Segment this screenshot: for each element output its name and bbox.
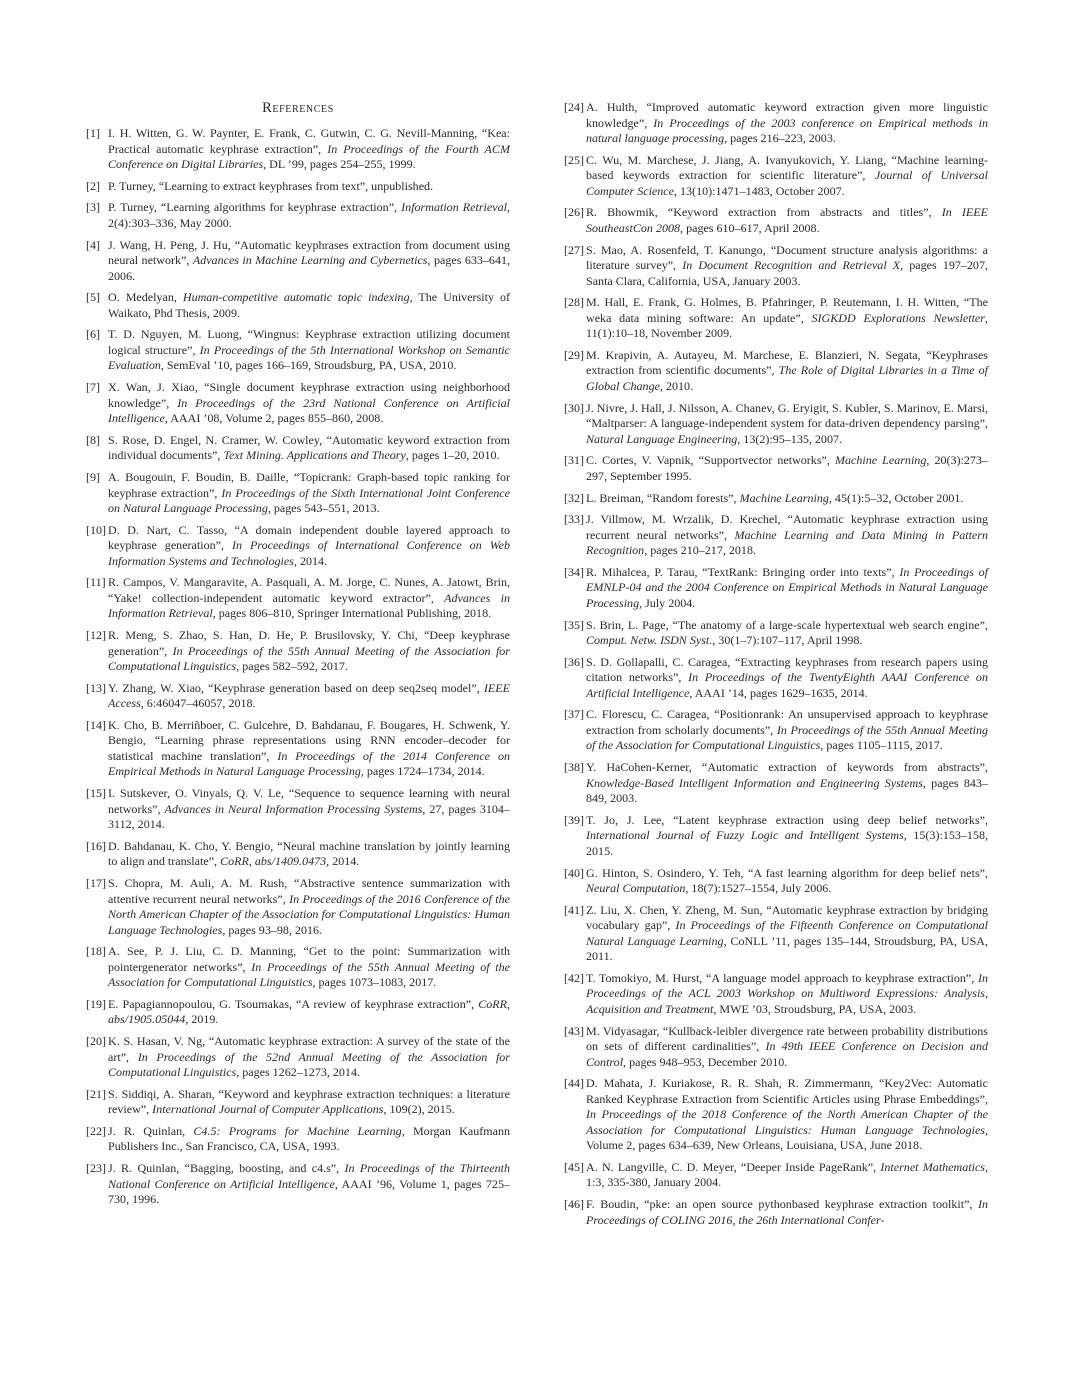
reference-item [86, 628, 510, 675]
reference-details: , pages 582–592, 2017. [236, 659, 348, 674]
reference-number: [39] [564, 812, 585, 827]
reference-item [86, 1087, 510, 1118]
reference-authors-title: C. Cortes, V. Vapnik, “Supportvector networks”, [586, 453, 835, 468]
reference-number: [29] [564, 347, 585, 362]
reference-venue: Journal of Universal Computer Science [586, 168, 988, 198]
reference-details: , AAAI ’14, pages 1629–1635, 2014. [689, 685, 868, 700]
reference-details: , DL ’99, pages 254–255, 1999. [263, 157, 416, 171]
reference-item [564, 1160, 988, 1191]
reference-item [564, 707, 988, 754]
reference-details: , pages 1105–1115, 2017. [820, 738, 943, 753]
reference-authors-title: M. Krapivin, A. Autayeu, M. Marchese, E. Blanzieri, N. Segata, “Keyphrases extraction from scientific documents”, [586, 347, 988, 378]
reference-number: [26] [564, 205, 585, 220]
reference-item [86, 1161, 510, 1208]
reference-venue: In Proceedings of the Fifteenth Conference on Computational Natural Language Learning [586, 918, 988, 948]
reference-venue: Advances in Neural Information Processing Systems [164, 801, 423, 816]
reference-number: [46] [564, 1197, 585, 1212]
reference-number: [7] [86, 380, 101, 395]
reference-item [86, 786, 510, 833]
reference-number: [5] [86, 290, 101, 305]
reference-item [564, 512, 988, 559]
reference-number: [44] [564, 1076, 585, 1091]
reference-number: [17] [86, 876, 107, 890]
reference-details: , AAAI ’08, Volume 2, pages 855–860, 2008. [164, 411, 384, 426]
reference-authors-title: M. Vidyasagar, “Kullback-leibler divergence rate between probability distributions on sets of different cardinalities”, [586, 1023, 988, 1054]
reference-authors-title: P. Turney, “Learning to extract keyphrases from text”, unpublished. [108, 178, 434, 193]
reference-authors-title: L. Breiman, “Random forests”, [586, 490, 740, 505]
reference-venue: Natural Language Engineering [586, 431, 738, 446]
reference-authors-title: D. D. Nart, C. Tasso, “A domain independent double layered approach to keyphrase generation”, [108, 522, 510, 553]
reference-authors-title: I. Sutskever, O. Vinyals, Q. V. Le, “Sequence to sequence learning with neural networks”, [108, 786, 510, 816]
reference-details: , pages 610–617, April 2008. [680, 220, 820, 235]
reference-item [86, 238, 510, 285]
reference-authors-title: E. Papagiannopoulou, G. Tsoumakas, “A review of keyphrase extraction”, [108, 996, 479, 1011]
reference-authors-title: J. R. Quinlan, [108, 1123, 194, 1138]
reference-authors-title: J. R. Quinlan, “Bagging, boosting, and c4.s”, [108, 1161, 345, 1176]
reference-authors-title: C. Florescu, C. Caragea, “Positionrank: An unsupervised approach to keyphrase extraction from scholarly documents”, [586, 707, 988, 737]
reference-number: [37] [564, 707, 585, 722]
reference-details: , 15(3):153–158, 2015. [586, 828, 988, 858]
reference-venue: International Journal of Computer Applications [152, 1102, 384, 1117]
reference-authors-title: T. Jo, J. Lee, “Latent keyphrase extraction using deep belief networks”, [586, 812, 988, 827]
reference-item [564, 1076, 988, 1154]
reference-venue: The Role of Digital Libraries in a Time of Global Change [586, 363, 988, 393]
reference-authors-title: A. Hulth, “Improved automatic keyword extraction given more linguistic knowledge”, [586, 100, 988, 130]
references-right-column [564, 100, 988, 1234]
reference-number: [38] [564, 760, 585, 775]
reference-item [564, 655, 988, 702]
reference-venue: In Proceedings of the 55th Annual Meeting of the Association for Computational Linguistics [108, 643, 510, 674]
reference-item [564, 401, 988, 448]
reference-venue: In IEEE SoutheastCon 2008 [586, 205, 988, 235]
reference-item [86, 876, 510, 938]
reference-authors-title: S. Mao, A. Rosenfeld, T. Kanungo, “Document structure analysis algorithms: a literature survey”, [586, 242, 988, 273]
reference-venue: In Proceedings of the 52nd Annual Meeting of the Association for Computational Linguistics [108, 1049, 510, 1080]
reference-venue: In Proceedings of the Thirteenth National Conference on Artificial Intelligence [108, 1161, 510, 1191]
reference-number: [12] [86, 628, 107, 643]
reference-authors-title: G. Hinton, S. Osindero, Y. Teh, “A fast learning algorithm for deep belief nets”, [586, 865, 988, 880]
reference-details: , MWE ’03, Stroudsburg, PA, USA, 2003. [713, 1001, 917, 1016]
reference-number: [23] [86, 1161, 107, 1176]
reference-venue: In Proceedings of the 5th International Workshop on Semantic Evaluation [108, 342, 510, 373]
reference-authors-title: K. Cho, B. Merriñboer, C. Gulcehre, D. Bahdanau, F. Bougares, H. Schwenk, Y. Bengio, “Learning phrase representations using RNN encoder–decoder for statistical machine translation”, [108, 717, 510, 763]
reference-number: [31] [564, 453, 585, 468]
reference-number: [33] [564, 512, 585, 527]
reference-details: , pages 1–20, 2010. [405, 448, 500, 463]
reference-number: [10] [86, 522, 107, 537]
reference-number: [20] [86, 1034, 107, 1049]
reference-item [86, 839, 510, 870]
reference-number: [11] [86, 575, 106, 590]
reference-authors-title: M. Hall, E. Frank, G. Holmes, B. Pfahringer, P. Reutemann, I. H. Witten, “The weka data mining software: An update”, [586, 295, 988, 325]
reference-item [564, 1197, 988, 1228]
reference-number: [40] [564, 865, 585, 880]
reference-details: , 11(1):10–18, November 2009. [586, 310, 988, 341]
reference-details: , 1:3, 335-380, January 2004. [586, 1159, 989, 1190]
reference-authors-title: S. D. Gollapalli, C. Caragea, “Extracting keyphrases from research papers using citation networks”, [586, 654, 988, 685]
reference-item [564, 491, 988, 507]
reference-details: , The University of Waikato, Phd Thesis, 2009. [108, 290, 510, 320]
reference-number: [8] [86, 432, 101, 447]
reference-item [86, 126, 510, 173]
reference-details: , pages 948–953, December 2010. [623, 1054, 788, 1069]
reference-authors-title: P. Turney, “Learning algorithms for keyphrase extraction”, [108, 200, 402, 215]
reference-item [564, 565, 988, 612]
reference-venue: CoRR, abs/1409.0473 [220, 854, 327, 869]
reference-details: , Morgan Kaufmann Publishers Inc., San Francisco, CA, USA, 1993. [108, 1123, 511, 1154]
reference-item [564, 348, 988, 395]
reference-details: , pages 93–98, 2016. [222, 922, 323, 937]
reference-number: [34] [564, 564, 585, 579]
reference-details: , 13(10):1471–1483, October 2007. [673, 183, 845, 198]
reference-number: [27] [564, 242, 585, 257]
reference-details: , 45(1):5–32, October 2001. [828, 490, 964, 505]
reference-details: , pages 1724–1734, 2014. [360, 764, 485, 779]
reference-item [564, 618, 988, 649]
reference-number: [9] [86, 470, 101, 484]
reference-authors-title: K. S. Hasan, V. Ng, “Automatic keyphrase extraction: A survey of the state of the art”, [108, 1034, 510, 1064]
reference-number: [30] [564, 400, 585, 415]
reference-authors-title: D. Mahata, J. Kuriakose, R. R. Shah, R. Zimmermann, “Key2Vec: Automatic Ranked Keyphrase Extraction from Scientific Articles using Phrase Embeddings”, [586, 1076, 988, 1106]
reference-authors-title: J. Wang, H. Peng, J. Hu, “Automatic keyphrases extraction from document using neural network”, [108, 237, 510, 268]
reference-item [564, 243, 988, 290]
reference-details: , pages 806–810, Springer International Publishing, 2018. [212, 606, 492, 621]
reference-authors-title: T. D. Nguyen, M. Luong, “Wingnus: Keyphrase extraction utilizing document logical structure”, [108, 327, 510, 357]
reference-venue: Comput. Netw. ISDN Syst. [586, 633, 713, 648]
reference-authors-title: J. Nivre, J. Hall, J. Nilsson, A. Chanev, G. Eryigit, S. Kubler, S. Marinov, E. Marsi, “Maltparser: A language-independent system for data-driven dependency parsing”, [586, 400, 988, 431]
reference-venue: Human-competitive automatic topic indexing [182, 290, 410, 305]
reference-number: [1] [86, 126, 101, 140]
reference-venue: Neural Computation [586, 881, 686, 895]
references-heading: References [262, 100, 334, 116]
reference-details: , 20(3):273–297, September 1995. [586, 453, 988, 483]
reference-item [564, 295, 988, 342]
reference-venue: Knowledge-Based Intelligent Information and Engineering Systems [586, 775, 923, 790]
reference-item [86, 179, 510, 195]
reference-venue: Text Mining. Applications and Theory [223, 448, 406, 463]
reference-venue: In Proceedings of the 2016 Conference of the North American Chapter of the Association for Computational Linguistics: Human Language Technologies [108, 891, 510, 937]
reference-item [86, 433, 510, 464]
reference-details: , pages 543–551, 2013. [267, 501, 380, 515]
reference-venue: C4.5: Programs for Machine Learning [193, 1123, 402, 1138]
reference-authors-title: A. See, P. J. Liu, C. D. Manning, “Get to the point: Summarization with pointergenerator networks”, [108, 944, 510, 974]
reference-authors-title: R. Campos, V. Mangaravite, A. Pasquali, A. M. Jorge, C. Nunes, A. Jatowt, Brin, “Yake! collection-independent automatic keyword extractor”, [108, 575, 510, 605]
reference-venue: In Proceedings of the 55th Annual Meeting of the Association for Computational Linguistics [108, 959, 511, 990]
reference-number: [36] [564, 654, 585, 669]
reference-details: , Volume 2, pages 634–639, New Orleans, Louisiana, USA, June 2018. [586, 1122, 988, 1153]
reference-item [86, 523, 510, 570]
reference-number: [13] [86, 680, 107, 695]
reference-details: , 109(2), 2015. [383, 1102, 455, 1117]
reference-number: [25] [564, 152, 585, 167]
reference-authors-title: O. Medelyan, [108, 290, 183, 305]
reference-number: [28] [564, 295, 585, 310]
reference-item [86, 1034, 510, 1081]
reference-details: , pages 216–223, 2003. [724, 131, 836, 145]
reference-details: , pages 210–217, 2018. [644, 543, 756, 558]
reference-authors-title: S. Brin, L. Page, “The anatomy of a large-scale hypertextual web search engine”, [586, 617, 988, 632]
reference-item [564, 760, 988, 807]
reference-details: , 6:46047–46057, 2018. [140, 696, 256, 711]
reference-number: [15] [86, 786, 107, 801]
reference-number: [6] [86, 327, 101, 342]
reference-details: , pages 633–641, 2006. [108, 253, 510, 283]
reference-item [564, 971, 988, 1018]
reference-venue: Advances in Machine Learning and Cybernetics [192, 253, 428, 268]
reference-venue: In Proceedings of EMNLP-04 and the 2004 Conference on Empirical Methods in Natural Language Processing [586, 564, 988, 610]
reference-details: , 27, pages 3104–3112, 2014. [108, 801, 510, 832]
reference-item [564, 153, 988, 200]
reference-venue: In Proceedings of the Fourth ACM Conference on Digital Libraries [108, 141, 510, 171]
reference-item [564, 1024, 988, 1071]
reference-authors-title: Y. Zhang, W. Xiao, “Keyphrase generation based on deep seq2seq model”, [108, 680, 484, 695]
reference-item [86, 290, 510, 321]
reference-number: [19] [86, 996, 107, 1011]
reference-item [86, 997, 510, 1028]
reference-number: [16] [86, 838, 107, 853]
reference-venue: CoRR, abs/1905.05044 [108, 996, 510, 1027]
reference-venue: IEEE Access [108, 680, 510, 711]
reference-details: , 18(7):1527–1554, July 2006. [685, 881, 832, 895]
reference-details: , July 2004. [639, 595, 696, 610]
reference-number: [3] [86, 200, 101, 215]
reference-item [86, 327, 510, 374]
reference-details: , 2014. [293, 553, 328, 568]
reference-authors-title: R. Bhowmik, “Keyword extraction from abstracts and titles”, [586, 205, 942, 220]
reference-venue: In Proceedings of the 23rd National Conference on Artificial Intelligence [108, 395, 510, 426]
reference-details: , pages 843–849, 2003. [586, 775, 988, 806]
reference-authors-title: R. Mihalcea, P. Tarau, “TextRank: Bringing order into texts”, [586, 564, 900, 579]
reference-venue: In Proceedings of International Conference on Web Information Systems and Technologies [108, 538, 510, 568]
reference-details: , CoNLL ’11, pages 135–144, Stroudsburg, PA, USA, 2011. [586, 933, 988, 964]
reference-number: [24] [564, 100, 585, 114]
reference-item [86, 470, 510, 517]
reference-details: , SemEval ’10, pages 166–169, Stroudsburg, PA, USA, 2010. [160, 358, 457, 373]
reference-number: [18] [86, 944, 107, 959]
reference-venue: Advances in Information Retrieval [108, 590, 510, 621]
reference-authors-title: A. N. Langville, C. D. Meyer, “Deeper Inside PageRank”, [586, 1159, 881, 1174]
reference-authors-title: C. Wu, M. Marchese, J. Jiang, A. Ivanyukovich, Y. Liang, “Machine learning-based keywords extraction for scientific literature”, [586, 152, 988, 183]
reference-number: [43] [564, 1023, 585, 1038]
reference-venue: SIGKDD Explorations Newsletter [811, 310, 985, 325]
reference-details: , 30(1–7):107–117, April 1998. [712, 633, 863, 648]
reference-details: , pages 197–207, Santa Clara, California, USA, January 2003. [586, 258, 988, 288]
reference-item [564, 100, 988, 147]
reference-venue: Internet Mathematics [880, 1159, 985, 1174]
reference-venue: In Proceedings of the TwentyEighth AAAI Conference on Artificial Intelligence [586, 670, 988, 700]
reference-venue: In Proceedings of the Sixth International Joint Conference on Natural Language Processing [108, 485, 510, 515]
reference-venue: In Proceedings of the 55th Annual Meeting of the Association for Computational Linguistics [586, 722, 988, 753]
reference-venue: Information Retrieval [401, 200, 507, 215]
reference-authors-title: T. Tomokiyo, M. Hurst, “A language model approach to keyphrase extraction”, [586, 970, 978, 985]
reference-number: [35] [564, 617, 585, 632]
reference-item [86, 718, 510, 780]
reference-item [564, 866, 988, 897]
reference-details: , 2019. [185, 1012, 219, 1027]
reference-venue: In Proceedings of the 2003 conference on Empirical methods in natural language processing [586, 115, 988, 145]
reference-authors-title: X. Wan, J. Xiao, “Single document keyphrase extraction using neighborhood knowledge”, [108, 380, 510, 410]
reference-details: , AAAI ’96, Volume 1, pages 725–730, 1996. [108, 1176, 510, 1207]
references-left-column [86, 100, 510, 1214]
reference-details: , pages 1262–1273, 2014. [236, 1065, 360, 1080]
reference-item [86, 944, 510, 991]
reference-authors-title: R. Meng, S. Zhao, S. Han, D. He, P. Brusilovsky, Y. Chi, “Deep keyphrase generation”, [108, 628, 510, 658]
reference-number: [32] [564, 490, 585, 505]
reference-authors-title: D. Bahdanau, K. Cho, Y. Bengio, “Neural machine translation by jointly learning to align and translate”, [108, 838, 510, 869]
reference-venue: In Proceedings of the 2014 Conference on Empirical Methods in Natural Language Processing [108, 748, 510, 779]
reference-venue: In Proceedings of COLING 2016, the 26th International Confer- [586, 1197, 988, 1227]
reference-item [86, 575, 510, 622]
reference-item [564, 453, 988, 484]
reference-venue: In Proceedings of the 2018 Conference of the North American Chapter of the Association for Computational Linguistics: Human Language Technologies [586, 1107, 988, 1137]
reference-item [86, 380, 510, 427]
reference-list-right [564, 100, 988, 1228]
reference-authors-title: J. Villmow, M. Wrzalik, D. Krechel, “Automatic keyphrase extraction using recurrent neural networks”, [586, 512, 988, 542]
reference-number: [41] [564, 902, 585, 917]
reference-authors-title: S. Chopra, M. Auli, A. M. Rush, “Abstractive sentence summarization with attentive recurrent neural networks”, [108, 876, 510, 906]
reference-item [564, 813, 988, 860]
reference-venue: Machine Learning [834, 453, 927, 468]
reference-authors-title: S. Siddiqi, A. Sharan, “Keyword and keyphrase extraction techniques: a literature review”, [108, 1086, 510, 1117]
reference-details: , 13(2):95–135, 2007. [737, 431, 842, 446]
reference-list-left [86, 126, 510, 1208]
reference-details: , 2014. [326, 854, 360, 869]
reference-details: , 2010. [659, 378, 694, 393]
reference-number: [45] [564, 1159, 585, 1174]
reference-authors-title: I. H. Witten, G. W. Paynter, E. Frank, C. Gutwin, C. G. Nevill-Manning, “Kea: Practical automatic keyphrase extraction”, [108, 126, 510, 156]
reference-venue: In Proceedings of the ACL 2003 Workshop on Multiword Expressions: Analysis, Acquisition and Treatment [586, 970, 988, 1016]
reference-venue: International Journal of Fuzzy Logic and Intelligent Systems [586, 828, 904, 843]
reference-number: [4] [86, 237, 101, 252]
reference-item [86, 1124, 510, 1155]
reference-number: [14] [86, 717, 107, 732]
reference-venue: In Document Recognition and Retrieval X [682, 258, 901, 273]
reference-authors-title: Y. HaCohen-Kerner, “Automatic extraction of keywords from abstracts”, [586, 760, 988, 775]
reference-details: , 2(4):303–336, May 2000. [108, 200, 510, 230]
reference-number: [42] [564, 970, 585, 985]
reference-authors-title: A. Bougouin, F. Boudin, B. Daille, “Topicrank: Graph-based topic ranking for keyphrase extraction”, [108, 470, 510, 500]
reference-venue: Machine Learning and Data Mining in Pattern Recognition [586, 527, 988, 558]
reference-authors-title: S. Rose, D. Engel, N. Cramer, W. Cowley, “Automatic keyword extraction from individual documents”, [108, 432, 510, 463]
reference-venue: In 49th IEEE Conference on Decision and Control [586, 1039, 988, 1069]
reference-venue: Machine Learning [739, 490, 829, 505]
reference-item [564, 205, 988, 236]
reference-item [564, 903, 988, 965]
reference-item [86, 681, 510, 712]
reference-number: [21] [86, 1086, 107, 1101]
reference-authors-title: Z. Liu, X. Chen, Y. Zheng, M. Sun, “Automatic keyphrase extraction by bridging vocabulary gap”, [586, 902, 988, 933]
reference-number: [2] [86, 178, 101, 193]
reference-details: , pages 1073–1083, 2017. [312, 975, 437, 990]
reference-item [86, 200, 510, 231]
reference-authors-title: F. Boudin, “pke: an open source pythonbased keyphrase extraction toolkit”, [586, 1197, 978, 1212]
reference-number: [22] [86, 1123, 107, 1138]
